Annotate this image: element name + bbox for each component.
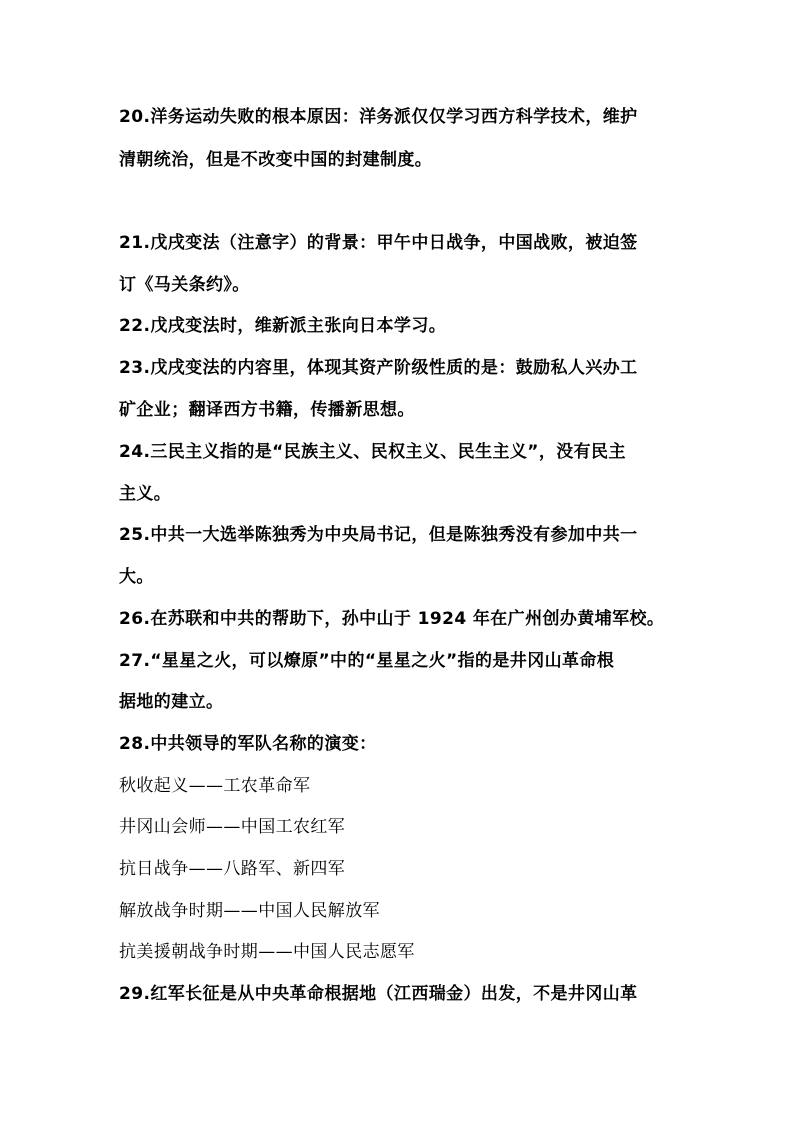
text-line-25a: 25.中共一大选举陈独秀为中央局书记，但是陈独秀没有参加中共一 (119, 525, 638, 545)
text-line-29a: 29.红军长征是从中央革命根据地（江西瑞金）出发，不是井冈山革 (119, 984, 638, 1004)
text-line-24b: 主义。 (119, 484, 172, 504)
text-line-27b: 据地的建立。 (119, 692, 224, 712)
text-line-23a: 23.戊戌变法的内容里，体现其资产阶级性质的是：鼓励私人兴办工 (119, 358, 638, 378)
text-line-21a: 21.戊戌变法（注意字）的背景：甲午中日战争，中国战败，被迫签 (119, 233, 638, 253)
text-line-21b: 订《马关条约》。 (119, 275, 250, 295)
text-line-23b: 矿企业；翻译西方书籍，传播新思想。 (119, 400, 415, 420)
army-evolution-item-2: 井冈山会师——中国工农红军 (119, 817, 346, 837)
text-line-28-heading: 28.中共领导的军队名称的演变： (119, 734, 377, 754)
text-line-25b: 大。 (119, 567, 154, 587)
army-evolution-item-3: 抗日战争——八路军、新四军 (119, 859, 346, 879)
army-evolution-item-5: 抗美援朝战争时期——中国人民志愿军 (119, 942, 415, 962)
text-line-24a: 24.三民主义指的是“民族主义、民权主义、民生主义”，没有民主 (119, 442, 626, 462)
text-line-22: 22.戊戌变法时，维新派主张向日本学习。 (119, 316, 447, 336)
text-line-20a: 20.洋务运动失败的根本原因：洋务派仅仅学习西方科学技术，维护 (119, 107, 638, 127)
text-line-27a: 27.“星星之火，可以燎原”中的“星星之火”指的是井冈山革命根 (119, 651, 615, 671)
army-evolution-item-1: 秋收起义——工农革命军 (119, 776, 311, 796)
text-line-26: 26.在苏联和中共的帮助下，孙中山于 1924 年在广州创办黄埔军校。 (119, 609, 665, 629)
text-line-20b: 清朝统治，但是不改变中国的封建制度。 (119, 150, 433, 170)
army-evolution-item-4: 解放战争时期——中国人民解放军 (119, 901, 380, 921)
